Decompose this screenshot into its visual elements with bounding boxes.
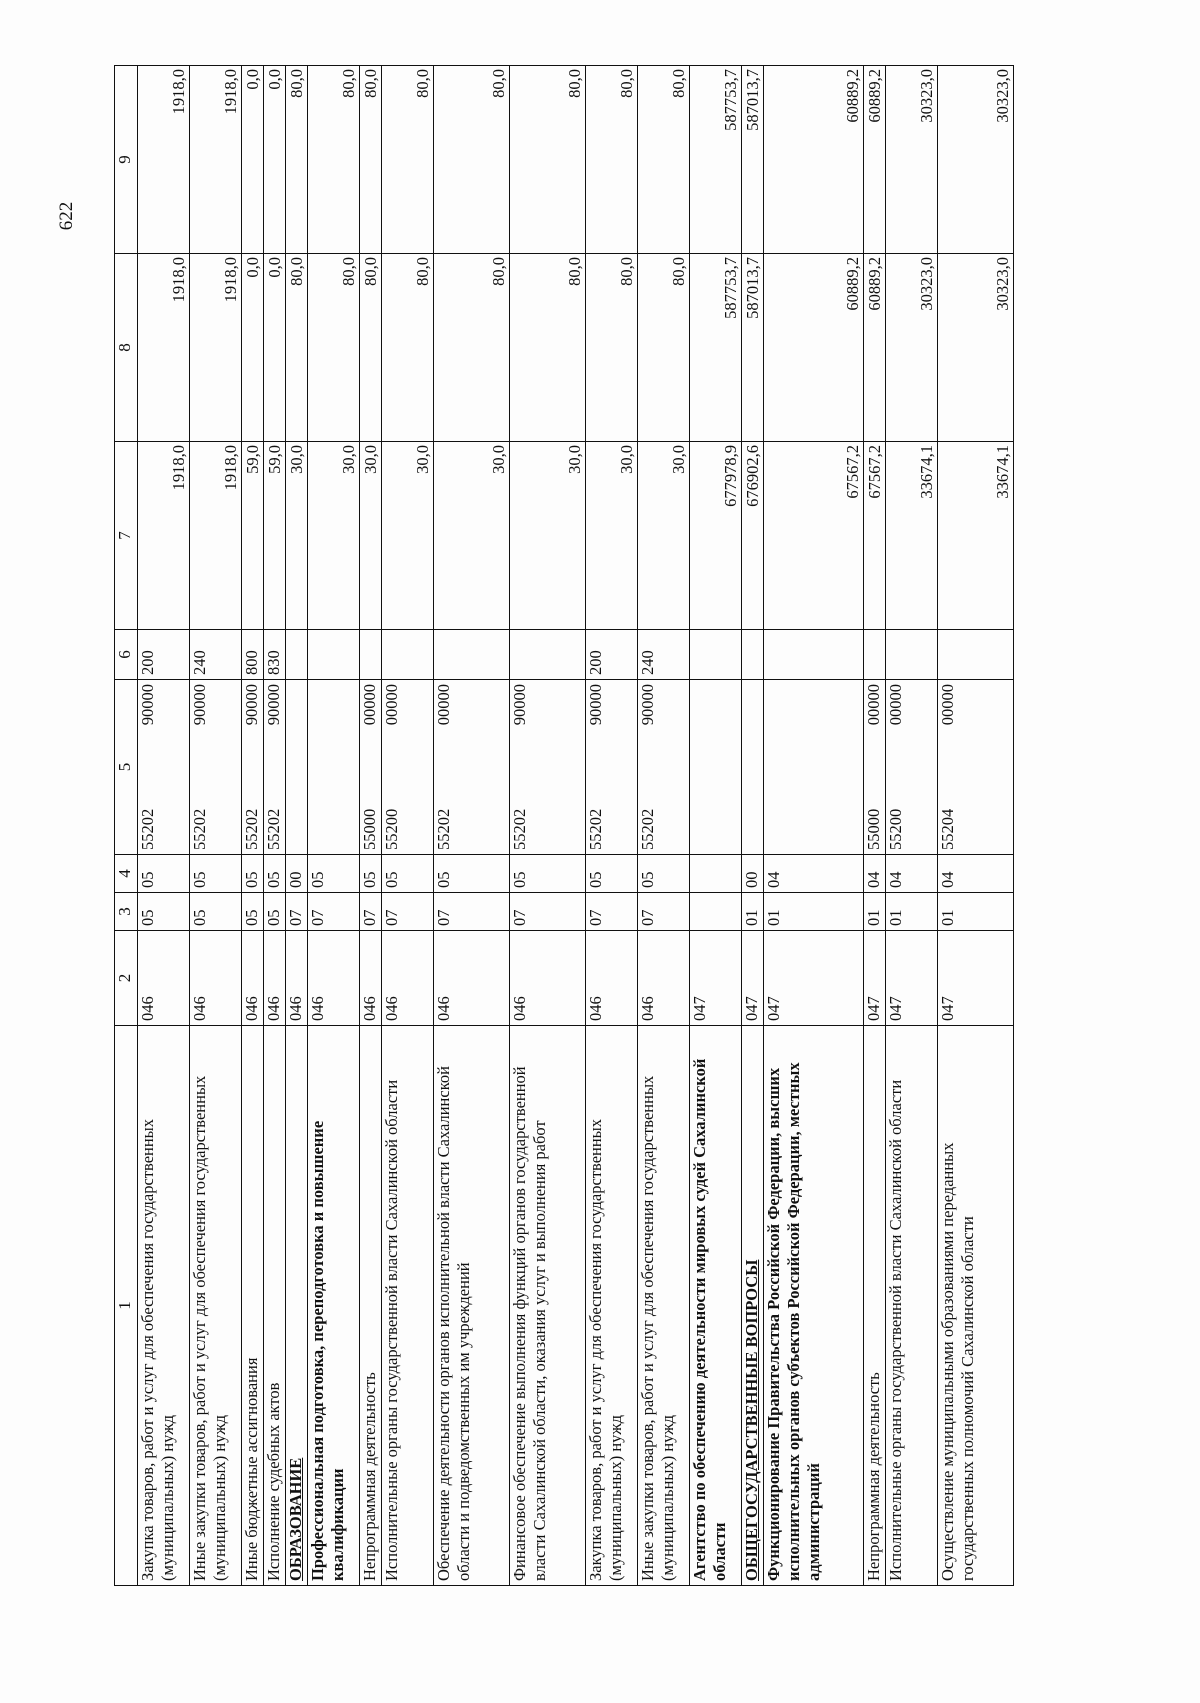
amount-year3-cell: 0,0	[264, 66, 286, 254]
target-article-direction: 90000	[138, 684, 157, 726]
amount-year1-cell: 33674,1	[938, 442, 1014, 630]
row-name-cell: Иные бюджетные ассигнования	[242, 1026, 264, 1586]
target-article-cell	[190, 680, 242, 855]
ministry-code-cell: 046	[264, 931, 286, 1026]
target-article-program: 55200	[382, 808, 401, 850]
ministry-code-cell: 046	[586, 931, 638, 1026]
amount-year1-cell: 30,0	[308, 442, 360, 630]
ministry-code-cell: 047	[886, 931, 938, 1026]
ministry-code-cell: 046	[286, 931, 308, 1026]
amount-year2-cell: 80,0	[360, 254, 382, 442]
subsection-code-cell: 04	[864, 855, 886, 893]
row-name-cell: Функционирование Правительства Российской Федерации, высших исполнительных органов субъектов Российской Федерации, местных администраций	[764, 1026, 864, 1586]
target-article-program: 55202	[242, 808, 261, 850]
table-row	[286, 66, 308, 1586]
amount-year3-cell: 60889,2	[764, 66, 864, 254]
amount-year3-cell: 60889,2	[864, 66, 886, 254]
expense-type-cell: 830	[264, 630, 286, 680]
amount-year3-cell: 80,0	[434, 66, 510, 254]
ministry-code-cell: 046	[242, 931, 264, 1026]
section-code-cell: 05	[190, 893, 242, 931]
subsection-code-cell: 05	[586, 855, 638, 893]
row-name-cell: ОБЩЕГОСУДАРСТВЕННЫЕ ВОПРОСЫ	[742, 1026, 764, 1586]
table-row	[264, 66, 286, 1586]
ministry-code-cell: 046	[434, 931, 510, 1026]
amount-year2-cell: 587753,7	[690, 254, 742, 442]
row-name-cell: Исполнительные органы государственной власти Сахалинской области	[382, 1026, 434, 1586]
amount-year1-cell: 30,0	[510, 442, 586, 630]
table-header-row	[115, 66, 138, 1586]
amount-year2-cell: 80,0	[382, 254, 434, 442]
ministry-code-cell: 046	[360, 931, 382, 1026]
row-name-cell: Иные закупки товаров, работ и услуг для обеспечения государственных (муниципальных) нужд	[190, 1026, 242, 1586]
target-article-direction: 90000	[242, 684, 261, 726]
subsection-code-cell: 05	[264, 855, 286, 893]
target-article-program: 55202	[638, 808, 657, 850]
target-article-cell	[886, 680, 938, 855]
expense-type-cell: 200	[138, 630, 190, 680]
amount-year2-cell: 80,0	[638, 254, 690, 442]
expense-type-cell	[938, 630, 1014, 680]
expense-type-cell	[764, 630, 864, 680]
table-body	[138, 66, 1014, 1586]
subsection-code-cell: 05	[638, 855, 690, 893]
target-article-cell	[764, 680, 864, 855]
subsection-code-cell: 00	[286, 855, 308, 893]
header-cell: 2	[115, 931, 138, 1026]
subsection-code-cell: 05	[434, 855, 510, 893]
target-article-program: 55202	[190, 808, 209, 850]
target-article-direction: 90000	[264, 684, 283, 726]
row-name-cell: Непрограммная деятельность	[864, 1026, 886, 1586]
section-code-cell: 07	[510, 893, 586, 931]
header-cell: 5	[115, 680, 138, 855]
amount-year3-cell: 80,0	[382, 66, 434, 254]
amount-year1-cell: 67567,2	[764, 442, 864, 630]
amount-year1-cell: 30,0	[434, 442, 510, 630]
row-name-cell: Исполнение судебных актов	[264, 1026, 286, 1586]
ministry-code-cell: 046	[382, 931, 434, 1026]
row-name-cell: Осуществление муниципальными образованиями переданных государственных полномочий Сахалинской области	[938, 1026, 1014, 1586]
target-article-direction: 90000	[638, 684, 657, 726]
amount-year2-cell: 30323,0	[886, 254, 938, 442]
expense-type-cell: 240	[638, 630, 690, 680]
expense-type-cell	[864, 630, 886, 680]
target-article-program: 55202	[434, 808, 453, 850]
target-article-cell	[308, 680, 360, 855]
header-cell: 4	[115, 855, 138, 893]
page-number: 622	[56, 201, 77, 231]
amount-year2-cell: 60889,2	[864, 254, 886, 442]
expense-type-cell	[360, 630, 382, 680]
row-name-cell: Закупка товаров, работ и услуг для обеспечения государственных (муниципальных) нужд	[138, 1026, 190, 1586]
table-row	[242, 66, 264, 1586]
ministry-code-cell: 047	[938, 931, 1014, 1026]
expense-type-cell	[434, 630, 510, 680]
target-article-program: 55202	[264, 808, 283, 850]
table-row	[764, 66, 864, 1586]
target-article-cell	[286, 680, 308, 855]
section-code-cell: 07	[382, 893, 434, 931]
target-article-direction: 90000	[510, 684, 529, 726]
expense-type-cell	[742, 630, 764, 680]
header-cell: 6	[115, 630, 138, 680]
target-article-cell	[242, 680, 264, 855]
amount-year1-cell: 33674,1	[886, 442, 938, 630]
table-row	[742, 66, 764, 1586]
amount-year3-cell: 80,0	[510, 66, 586, 254]
target-article-cell	[586, 680, 638, 855]
row-name-cell: Закупка товаров, работ и услуг для обеспечения государственных (муниципальных) нужд	[586, 1026, 638, 1586]
target-article-program: 55202	[586, 808, 605, 850]
target-article-cell	[382, 680, 434, 855]
target-article-cell	[638, 680, 690, 855]
table-row	[638, 66, 690, 1586]
subsection-code-cell: 05	[138, 855, 190, 893]
section-code-cell: 01	[742, 893, 764, 931]
subsection-code-cell: 04	[938, 855, 1014, 893]
table-row	[434, 66, 510, 1586]
amount-year2-cell: 0,0	[242, 254, 264, 442]
amount-year1-cell: 67567,2	[864, 442, 886, 630]
section-code-cell: 07	[286, 893, 308, 931]
section-code-cell: 07	[586, 893, 638, 931]
header-cell: 8	[115, 254, 138, 442]
expense-type-cell	[886, 630, 938, 680]
amount-year2-cell: 587013,7	[742, 254, 764, 442]
expense-type-cell: 200	[586, 630, 638, 680]
target-article-cell	[864, 680, 886, 855]
target-article-direction: 00000	[382, 684, 401, 726]
amount-year2-cell: 60889,2	[764, 254, 864, 442]
ministry-code-cell: 046	[638, 931, 690, 1026]
table-row	[886, 66, 938, 1586]
amount-year3-cell: 30323,0	[886, 66, 938, 254]
target-article-program: 55000	[360, 808, 379, 850]
expense-type-cell	[510, 630, 586, 680]
amount-year3-cell: 587013,7	[742, 66, 764, 254]
expense-type-cell: 800	[242, 630, 264, 680]
target-article-cell	[264, 680, 286, 855]
table-row	[510, 66, 586, 1586]
table-row	[308, 66, 360, 1586]
budget-table	[114, 65, 1014, 1586]
ministry-code-cell: 046	[510, 931, 586, 1026]
header-cell: 9	[115, 66, 138, 254]
ministry-code-cell: 046	[138, 931, 190, 1026]
row-name-cell: Исполнительные органы государственной власти Сахалинской области	[886, 1026, 938, 1586]
amount-year3-cell: 0,0	[242, 66, 264, 254]
expense-type-cell	[286, 630, 308, 680]
section-code-cell: 01	[938, 893, 1014, 931]
row-name-cell: Иные закупки товаров, работ и услуг для обеспечения государственных (муниципальных) нужд	[638, 1026, 690, 1586]
target-article-program: 55202	[138, 808, 157, 850]
target-article-cell	[138, 680, 190, 855]
row-name-cell: Профессиональная подготовка, переподготовка и повышение квалификации	[308, 1026, 360, 1586]
amount-year3-cell: 80,0	[638, 66, 690, 254]
section-code-cell: 05	[138, 893, 190, 931]
amount-year2-cell: 80,0	[308, 254, 360, 442]
section-code-cell: 05	[242, 893, 264, 931]
amount-year3-cell: 80,0	[308, 66, 360, 254]
table-row	[138, 66, 190, 1586]
target-article-direction: 90000	[190, 684, 209, 726]
ministry-code-cell: 047	[764, 931, 864, 1026]
amount-year2-cell: 80,0	[434, 254, 510, 442]
target-article-cell	[938, 680, 1014, 855]
subsection-code-cell: 05	[510, 855, 586, 893]
header-cell: 1	[115, 1026, 138, 1586]
section-code-cell	[690, 893, 742, 931]
row-name-cell: Финансовое обеспечение выполнения функций органов государственной власти Сахалинской области, оказания услуг и выполнения работ	[510, 1026, 586, 1586]
amount-year3-cell: 587753,7	[690, 66, 742, 254]
ministry-code-cell: 047	[690, 931, 742, 1026]
target-article-program: 55204	[938, 808, 957, 850]
amount-year2-cell: 1918,0	[190, 254, 242, 442]
amount-year1-cell: 30,0	[586, 442, 638, 630]
table-row	[360, 66, 382, 1586]
amount-year1-cell: 59,0	[264, 442, 286, 630]
section-code-cell: 05	[264, 893, 286, 931]
expense-type-cell	[308, 630, 360, 680]
amount-year3-cell: 1918,0	[138, 66, 190, 254]
amount-year1-cell: 677978,9	[690, 442, 742, 630]
subsection-code-cell: 05	[190, 855, 242, 893]
amount-year2-cell: 80,0	[510, 254, 586, 442]
target-article-cell	[434, 680, 510, 855]
subsection-code-cell: 04	[764, 855, 864, 893]
table-row	[864, 66, 886, 1586]
target-article-program: 55202	[510, 808, 529, 850]
target-article-direction: 90000	[586, 684, 605, 726]
header-cell: 7	[115, 442, 138, 630]
amount-year2-cell: 80,0	[586, 254, 638, 442]
ministry-code-cell: 046	[190, 931, 242, 1026]
amount-year1-cell: 30,0	[638, 442, 690, 630]
table-row	[586, 66, 638, 1586]
section-code-cell: 01	[864, 893, 886, 931]
amount-year1-cell: 30,0	[360, 442, 382, 630]
amount-year3-cell: 80,0	[586, 66, 638, 254]
amount-year1-cell: 1918,0	[190, 442, 242, 630]
subsection-code-cell: 05	[308, 855, 360, 893]
subsection-code-cell: 00	[742, 855, 764, 893]
amount-year3-cell: 30323,0	[938, 66, 1014, 254]
expense-type-cell	[690, 630, 742, 680]
row-name-cell: ОБРАЗОВАНИЕ	[286, 1026, 308, 1586]
subsection-code-cell: 04	[886, 855, 938, 893]
target-article-cell	[360, 680, 382, 855]
rotated-table-sheet	[56, 66, 1100, 1586]
amount-year2-cell: 80,0	[286, 254, 308, 442]
ministry-code-cell: 046	[308, 931, 360, 1026]
table-row	[382, 66, 434, 1586]
amount-year1-cell: 30,0	[382, 442, 434, 630]
amount-year2-cell: 30323,0	[938, 254, 1014, 442]
target-article-cell	[510, 680, 586, 855]
subsection-code-cell: 05	[382, 855, 434, 893]
expense-type-cell: 240	[190, 630, 242, 680]
amount-year1-cell: 676902,6	[742, 442, 764, 630]
target-article-cell	[742, 680, 764, 855]
section-code-cell: 01	[764, 893, 864, 931]
target-article-direction: 00000	[886, 684, 905, 726]
section-code-cell: 07	[638, 893, 690, 931]
header-cell: 3	[115, 893, 138, 931]
target-article-cell	[690, 680, 742, 855]
ministry-code-cell: 047	[864, 931, 886, 1026]
amount-year2-cell: 0,0	[264, 254, 286, 442]
target-article-program: 55000	[864, 808, 883, 850]
expense-type-cell	[382, 630, 434, 680]
section-code-cell: 07	[308, 893, 360, 931]
section-code-cell: 01	[886, 893, 938, 931]
target-article-direction: 00000	[864, 684, 883, 726]
ministry-code-cell: 047	[742, 931, 764, 1026]
target-article-program: 55200	[886, 808, 905, 850]
table-row	[190, 66, 242, 1586]
amount-year3-cell: 80,0	[360, 66, 382, 254]
table-row	[690, 66, 742, 1586]
subsection-code-cell	[690, 855, 742, 893]
target-article-direction: 00000	[434, 684, 453, 726]
amount-year3-cell: 80,0	[286, 66, 308, 254]
table-row	[938, 66, 1014, 1586]
target-article-direction: 00000	[360, 684, 379, 726]
row-name-cell: Непрограммная деятельность	[360, 1026, 382, 1586]
amount-year3-cell: 1918,0	[190, 66, 242, 254]
amount-year2-cell: 1918,0	[138, 254, 190, 442]
subsection-code-cell: 05	[360, 855, 382, 893]
row-name-cell: Агентство по обеспечению деятельности мировых судей Сахалинской области	[690, 1026, 742, 1586]
amount-year1-cell: 59,0	[242, 442, 264, 630]
section-code-cell: 07	[360, 893, 382, 931]
amount-year1-cell: 30,0	[286, 442, 308, 630]
row-name-cell: Обеспечение деятельности органов исполнительной власти Сахалинской области и подведомственных им учреждений	[434, 1026, 510, 1586]
subsection-code-cell: 05	[242, 855, 264, 893]
amount-year1-cell: 1918,0	[138, 442, 190, 630]
target-article-direction: 00000	[938, 684, 957, 726]
section-code-cell: 07	[434, 893, 510, 931]
